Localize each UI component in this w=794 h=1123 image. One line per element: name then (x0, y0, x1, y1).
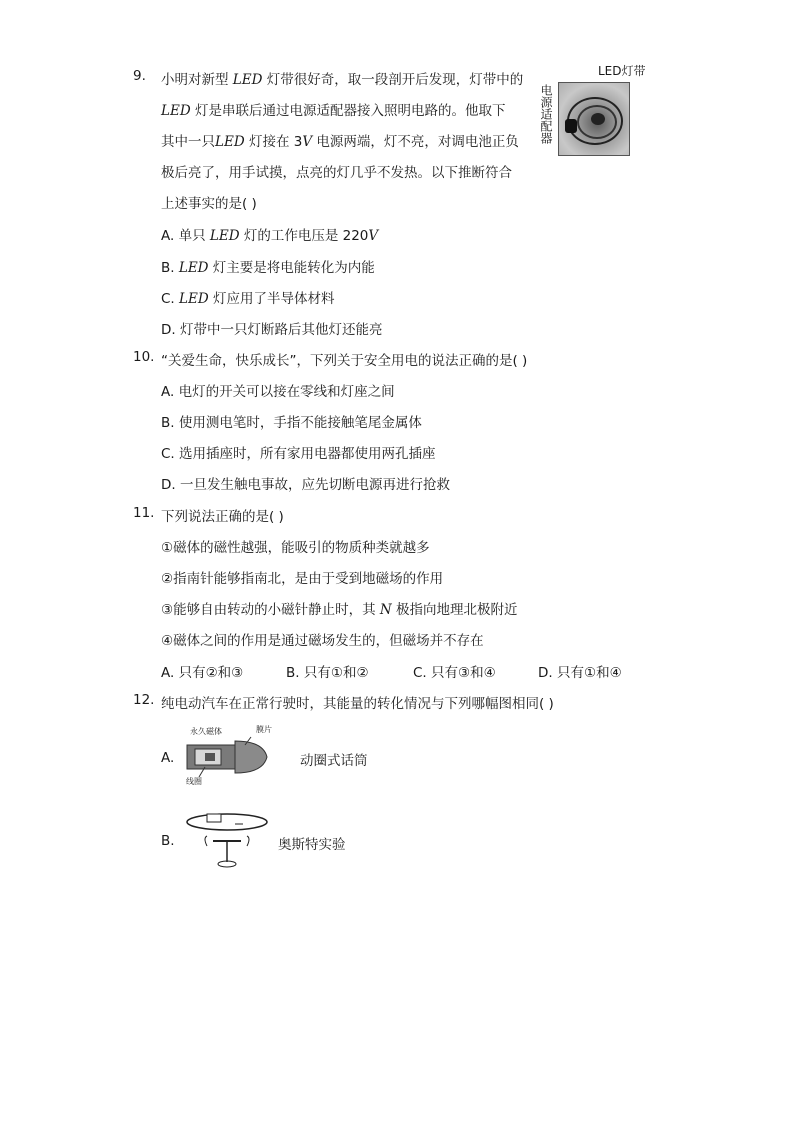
q9-number: 9. (133, 68, 146, 84)
mic-magnet-label: 永久磁体 (190, 727, 222, 736)
q11-option-a: A. 只有②和③ (161, 665, 244, 681)
q11-option-b: B. 只有①和② (286, 665, 369, 681)
q9-text: 电源两端，灯不亮，对调电池正负 (312, 134, 519, 150)
q9-text: 灯接在 3 (244, 134, 303, 150)
q9-led: LED (215, 134, 245, 150)
q11-option-d: D. 只有①和④ (538, 665, 622, 681)
q10-option-a: A. 电灯的开关可以接在零线和灯座之间 (161, 384, 395, 400)
q9-option-c: C. LED 灯应用了半导体材料 (161, 291, 335, 307)
q12-option-a-letter: A. (161, 750, 175, 766)
q12-option-a-caption: 动圈式话筒 (300, 753, 368, 769)
q9-led: LED (232, 72, 263, 88)
q11-option-c: C. 只有③和④ (413, 665, 496, 681)
q9-text: 灯带很好奇，取一段剖开后发现，灯带中的 (262, 72, 524, 88)
q9-option-b: B. LED 灯主要是将电能转化为内能 (161, 260, 375, 276)
q10-option-c: C. 选用插座时，所有家用电器都使用两孔插座 (161, 446, 436, 462)
q9-text: 其中一只 (161, 134, 215, 150)
q9-stem-line2 (161, 99, 505, 119)
q11-stem: 下列说法正确的是( ) (161, 509, 284, 525)
led-strip-photo (558, 82, 630, 156)
q9-volt-unit: V (302, 134, 313, 150)
oersted-experiment-figure (185, 810, 270, 872)
q11-statement-1: ①磁体的磁性越强，能吸引的物质种类就越多 (161, 540, 430, 556)
q9-option-d: D. 灯带中一只灯断路后其他灯还能亮 (161, 322, 383, 338)
mic-coil-label: 线圈 (186, 777, 202, 786)
q11-statement-4: ④磁体之间的作用是通过磁场发生的，但磁场并不存在 (161, 633, 484, 649)
q11-statement-3: ③能够自由转动的小磁针静止时，其 N 极指向地理北极附近 (161, 602, 518, 618)
q9-stem-line4: 极后亮了，用手试摸，点亮的灯几乎不发热。以下推断符合 (161, 165, 512, 181)
q9-text: 灯是串联后通过电源适配器接入照明电路的。他取下 (190, 103, 506, 119)
q10-number: 10. (133, 349, 155, 365)
q9-stem-line5: 上述事实的是( ) (161, 196, 257, 212)
q12-stem: 纯电动汽车在正常行驶时，其能量的转化情况与下列哪幅图相同( ) (161, 696, 554, 712)
q10-option-d: D. 一旦发生触电事故，应先切断电源再进行抢救 (161, 477, 450, 493)
q10-option-b: B. 使用测电笔时，手指不能接触笔尾金属体 (161, 415, 422, 431)
q12-option-b-letter: B. (161, 833, 175, 849)
q9-text: 小明对新型 (161, 72, 233, 88)
q9-stem-line1 (161, 68, 523, 88)
q11-number: 11. (133, 505, 155, 521)
q12-number: 12. (133, 692, 155, 708)
q11-statement-2: ②指南针能够指南北，是由于受到地磁场的作用 (161, 571, 444, 587)
q9-option-a: A. 单只 LED 灯的工作电压是 220V (161, 228, 379, 244)
photo-side-label: 电源适配器 (539, 84, 553, 144)
photo-label: LED灯带 (598, 64, 646, 78)
q10-stem: “关爱生命，快乐成长”，下列关于安全用电的说法正确的是( ) (161, 353, 528, 369)
q9-led: LED (161, 103, 191, 119)
q9-stem-line3 (161, 130, 519, 150)
mic-film-label: 膜片 (256, 725, 272, 734)
q12-option-b-caption: 奥斯特实验 (278, 837, 346, 853)
